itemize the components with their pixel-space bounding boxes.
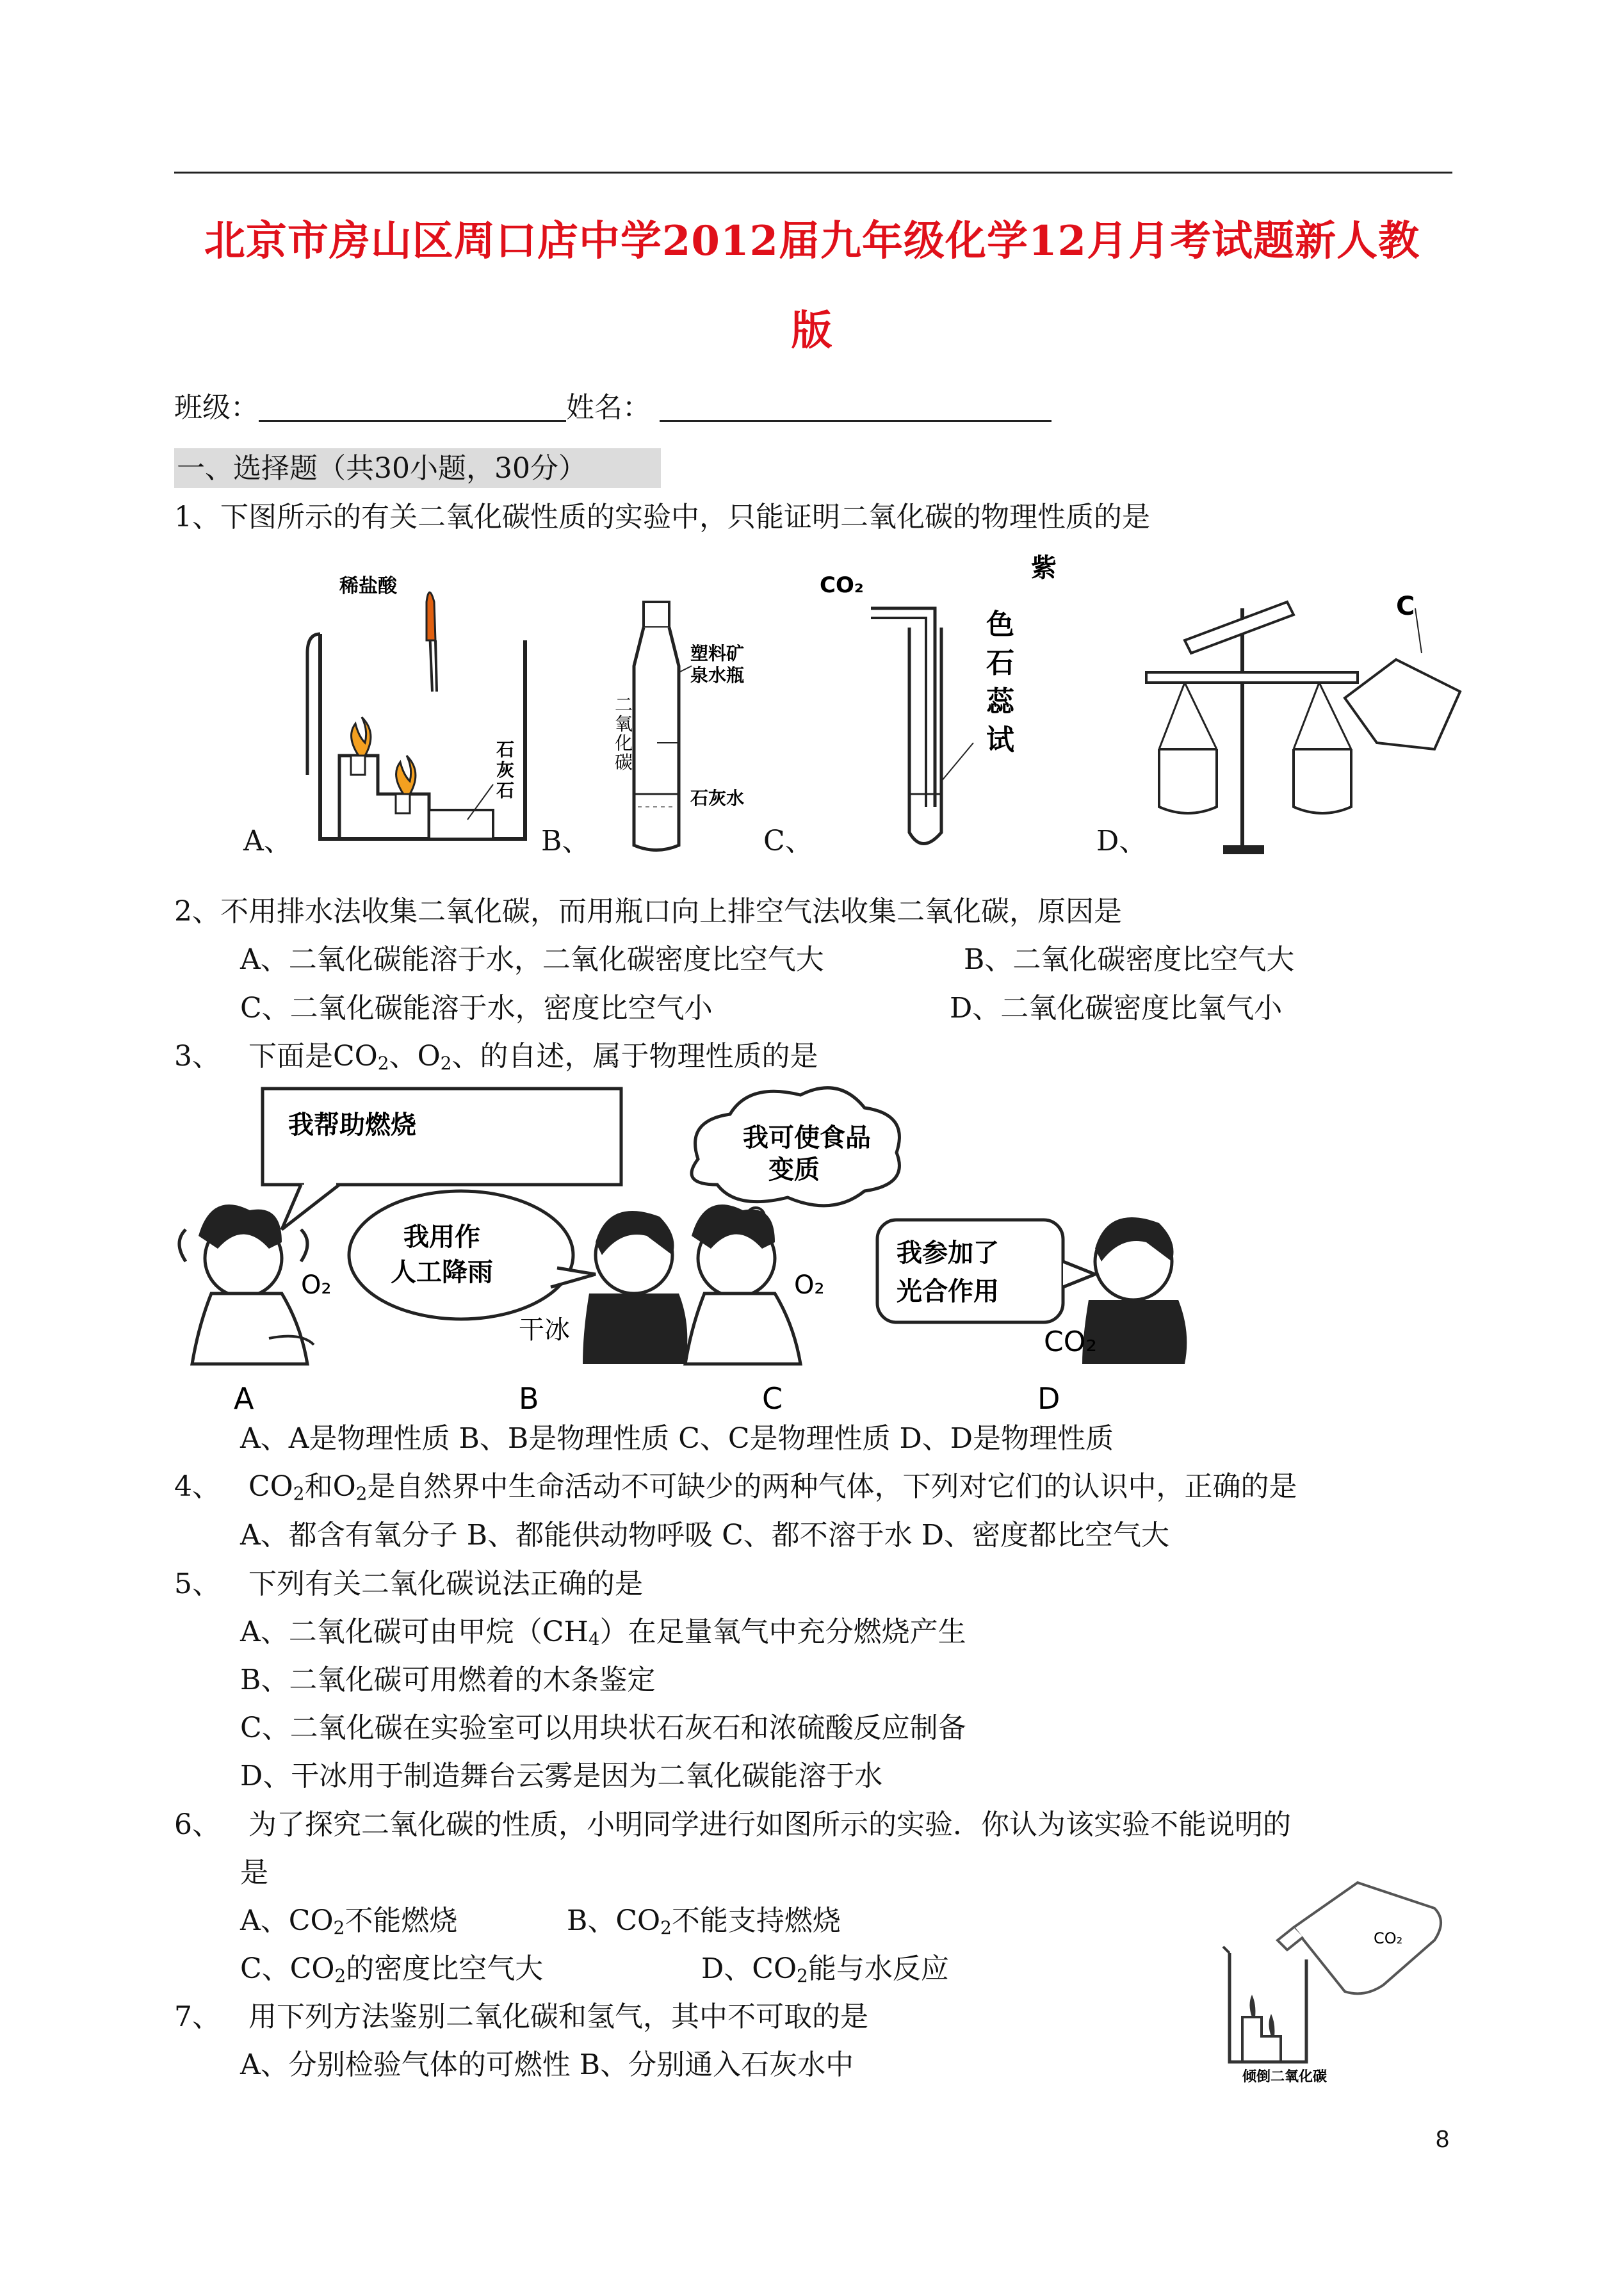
- q1-figure-c: [820, 553, 1063, 864]
- bubble-d-line1: 我参加了: [897, 1238, 999, 1268]
- label-co2-4: 碳: [615, 752, 633, 773]
- label-litmus-1: 紫: [1031, 553, 1057, 583]
- q6-option-c[interactable]: [240, 1952, 544, 1986]
- bubble-b-line2: 人工降雨: [391, 1258, 493, 1287]
- q6-d-sub: 2: [797, 1965, 808, 1986]
- q4-sub-1: 2: [293, 1483, 305, 1504]
- q5-option-a[interactable]: [240, 1618, 966, 1648]
- q4-stem: [174, 1470, 1297, 1504]
- q6-a-text-2: 不能燃烧: [345, 1904, 458, 1937]
- q3-text-2: 、O: [389, 1040, 441, 1073]
- q5-option-b[interactable]: B、二氧化碳可用燃着的木条鉴定: [240, 1664, 656, 1696]
- label-co2-3: 化: [615, 733, 633, 754]
- label-plastic-bottle-2: 泉水瓶: [690, 665, 745, 686]
- label-co2-tube: CO₂: [820, 572, 864, 598]
- q1-option-b[interactable]: B、: [541, 825, 590, 857]
- q3-cartoon: [173, 1082, 1262, 1415]
- q2-option-a[interactable]: A、二氧化碳能溶于水，二氧化碳密度比空气大: [240, 943, 824, 976]
- label-co2-1: 二: [615, 694, 633, 715]
- q6-stem-cont: 是: [240, 1856, 268, 1889]
- q2-option-d[interactable]: D、二氧化碳密度比氧气小: [950, 992, 1283, 1025]
- q1-stem: 1、下图所示的有关二氧化碳性质的实验中，只能证明二氧化碳的物理性质的是: [174, 501, 1150, 533]
- label-litmus-3: 石: [986, 647, 1014, 679]
- q6-option-d[interactable]: [701, 1952, 949, 1986]
- q6-a-text-1: A、CO: [240, 1904, 334, 1937]
- class-label: 班级：: [174, 391, 259, 424]
- q6-b-text-2: 不能支持燃烧: [671, 1904, 841, 1937]
- q5-a-text-2: ）在足量氧气中充分燃烧产生: [599, 1616, 966, 1648]
- q6-fig-caption: 倾倒二氧化碳: [1242, 2069, 1328, 2085]
- tag-o2-c: O₂: [794, 1270, 825, 1300]
- label-co2-2: 氧: [615, 713, 633, 734]
- q6-option-b[interactable]: [567, 1904, 841, 1938]
- q6-fig-gas: CO₂: [1374, 1929, 1403, 1947]
- q4-text-1: CO: [248, 1470, 293, 1503]
- q7-text: 用下列方法鉴别二氧化碳和氢气，其中不可取的是: [248, 2000, 868, 2033]
- q6-c-text-1: C、CO: [240, 1952, 335, 1985]
- class-row: [174, 392, 1052, 422]
- q3-options[interactable]: A、A是物理性质 B、B是物理性质 C、C是物理性质 D、D是物理性质: [240, 1422, 1114, 1455]
- q6-c-sub: 2: [334, 1965, 346, 1986]
- section-header: 一、选择题（共30小题，30分）: [177, 452, 587, 485]
- letter-a: A: [234, 1381, 254, 1416]
- label-litmus-2: 色: [986, 608, 1014, 641]
- letter-d: D: [1037, 1381, 1060, 1416]
- bubble-a-text: 我帮助燃烧: [288, 1110, 416, 1140]
- q3-sub-2: 2: [440, 1053, 452, 1074]
- q4-text-2: 和O: [304, 1470, 356, 1503]
- q6-d-text-2: 能与水反应: [808, 1952, 949, 1985]
- tag-co2-d: CO₂: [1044, 1326, 1097, 1358]
- q5-stem: [174, 1570, 643, 1598]
- q1-figure-d: [1146, 564, 1479, 864]
- q6-text-1: 为了探究二氧化碳的性质，小明同学进行如图所示的实验．你认为该实验不能说明的: [248, 1808, 1291, 1841]
- label-litmus-4: 蕊: [986, 685, 1014, 718]
- bubble-c-line2: 变质: [768, 1155, 820, 1185]
- q6-figure: [1217, 1870, 1447, 2088]
- label-limewater: 石灰水: [690, 788, 745, 809]
- label-plastic-bottle-1: 塑料矿: [690, 643, 745, 664]
- page-number: 8: [1436, 2126, 1450, 2153]
- label-dilute-hcl: 稀盐酸: [339, 575, 397, 597]
- label-litmus-5: 试: [986, 724, 1014, 756]
- q1-figure-a: [301, 564, 544, 845]
- q6-c-text-2: 的密度比空气大: [346, 1952, 544, 1985]
- class-field[interactable]: [259, 392, 566, 422]
- header-rule: [174, 172, 1452, 174]
- q2-stem: 2、不用排水法收集二氧化碳，而用瓶口向上排空气法收集二氧化碳，原因是: [174, 895, 1122, 928]
- letter-c: C: [762, 1381, 783, 1416]
- q6-option-a[interactable]: [240, 1904, 458, 1938]
- q5-option-d[interactable]: D、干冰用于制造舞台云雾是因为二氧化碳能溶于水: [240, 1760, 883, 1792]
- q5-text: 下列有关二氧化碳说法正确的是: [248, 1568, 643, 1600]
- q2-option-b[interactable]: B、二氧化碳密度比空气大: [964, 943, 1295, 976]
- q4-options[interactable]: A、都含有氧分子 B、都能供动物呼吸 C、都不溶于水 D、密度都比空气大: [240, 1519, 1170, 1552]
- q3-num: 3、: [174, 1040, 220, 1073]
- label-limestone-2: 灰: [496, 759, 515, 781]
- q1-option-d[interactable]: D、: [1096, 825, 1148, 857]
- q6-b-sub: 2: [660, 1917, 672, 1938]
- tag-o2-a: O₂: [301, 1270, 332, 1300]
- name-field[interactable]: [660, 392, 1052, 422]
- q4-text-3: 是自然界中生命活动不可缺少的两种气体，下列对它们的认识中，正确的是: [367, 1470, 1297, 1503]
- q7-num: 7、: [174, 2000, 220, 2033]
- label-limestone-1: 石: [496, 739, 515, 760]
- q4-num: 4、: [174, 1470, 220, 1503]
- name-label: 姓名：: [566, 391, 651, 424]
- q1-option-c[interactable]: C、: [763, 825, 813, 857]
- letter-b: B: [519, 1381, 539, 1416]
- q5-a-text-1: A、二氧化碳可由甲烷（CH: [240, 1616, 589, 1648]
- label-co2-bottle: C: [1396, 592, 1415, 621]
- q3-text-1: 下面是CO: [248, 1040, 378, 1073]
- q5-option-c[interactable]: C、二氧化碳在实验室可以用块状石灰石和浓硫酸反应制备: [240, 1712, 966, 1744]
- page-title: 北京市房山区周口店中学2012届九年级化学12月月考试题新人教: [204, 217, 1420, 265]
- q3-text-3: 、的自述，属于物理性质的是: [451, 1040, 818, 1073]
- q4-sub-2: 2: [355, 1483, 368, 1504]
- q6-stem: [174, 1808, 1291, 1841]
- bubble-c-line1: 我可使食品: [743, 1123, 871, 1153]
- q6-num: 6、: [174, 1808, 220, 1841]
- bubble-b-line1: 我用作: [403, 1222, 480, 1252]
- tag-dry-ice: 干冰: [519, 1315, 570, 1345]
- q1-option-a[interactable]: A、: [243, 825, 292, 857]
- q6-b-text-1: B、CO: [567, 1904, 661, 1937]
- page-title-cont: 版: [791, 307, 833, 355]
- label-limestone-3: 石: [496, 780, 515, 801]
- q5-a-sub: 4: [588, 1628, 600, 1650]
- q2-option-c[interactable]: C、二氧化碳能溶于水，密度比空气小: [240, 992, 713, 1025]
- q6-d-text-1: D、CO: [701, 1952, 797, 1985]
- q5-num: 5、: [174, 1568, 220, 1600]
- q7-options[interactable]: A、分别检验气体的可燃性 B、分别通入石灰水中: [240, 2048, 854, 2081]
- q6-a-sub: 2: [333, 1917, 345, 1938]
- q3-sub-1: 2: [377, 1053, 389, 1074]
- q7-stem: [174, 2000, 868, 2033]
- q3-stem: [174, 1042, 818, 1073]
- bubble-d-line2: 光合作用: [897, 1277, 999, 1306]
- q1-figure-b: [615, 602, 768, 858]
